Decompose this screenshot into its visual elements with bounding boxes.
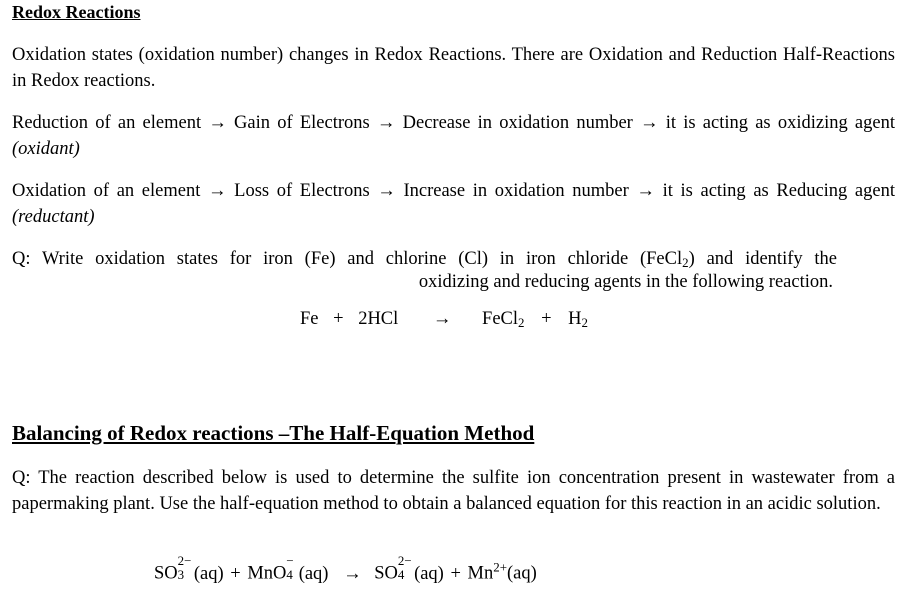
eq2-p1: SO <box>374 563 398 584</box>
eq1-product-h-sub: 2 <box>581 315 589 331</box>
eq2-r2: MnO <box>247 563 287 584</box>
question-line-2: oxidizing and reducing agents in the following reaction. <box>418 272 833 292</box>
eq2-r1-sub: 3 <box>177 567 185 583</box>
intro-paragraph: Oxidation states (oxidation number) changes in Redox Reactions. There are Oxidation and Reduction Half-Reactions in Redox reactions. <box>12 45 895 91</box>
eq2-p1-state: (aq) <box>414 563 444 584</box>
reduction-paragraph <box>12 110 895 162</box>
eq2-p1-sup: 2− <box>397 552 412 568</box>
equation-fe-hcl <box>300 309 588 330</box>
eq2-p2: Mn <box>467 563 494 584</box>
eq2-plus-2: + <box>450 563 461 584</box>
reduction-text: Reduction of an element → Gain of Electrons → Decrease in oxidation number → it is acting as oxidizing agent <box>12 113 895 133</box>
eq2-p2-state: (aq) <box>507 563 537 584</box>
question-text-a: Q: Write oxidation states for iron (Fe) and chlorine (Cl) in iron chloride (FeCl <box>12 249 683 269</box>
eq1-reactant-hcl: 2HCl <box>358 309 399 329</box>
section-title-half-equation: Balancing of Redox reactions –The Half-Equation Method <box>12 421 535 445</box>
eq2-r1-charges <box>177 552 192 583</box>
eq1-product-h: H <box>568 309 582 329</box>
eq2-r1-sup: 2− <box>177 552 192 568</box>
eq2-plus: + <box>230 563 241 584</box>
question-subscript: 2 <box>682 255 689 271</box>
section-title-redox: Redox Reactions <box>12 2 141 22</box>
oxidation-term: (reductant) <box>12 207 95 227</box>
eq2-r2-sup: − <box>286 552 294 568</box>
eq2-r2-charges <box>286 552 294 583</box>
eq2-arrow: → <box>343 563 362 584</box>
eq1-product-fecl-sub: 2 <box>518 315 525 331</box>
eq1-arrow: → <box>432 309 452 329</box>
eq2-r1-state: (aq) <box>193 563 224 584</box>
reduction-term: (oxidant) <box>12 139 80 159</box>
eq2-r2-sub: 4 <box>286 567 293 583</box>
question-text-b: ) and identify the <box>688 249 838 269</box>
eq2-r2-state: (aq) <box>298 563 329 584</box>
eq2-r1: SO <box>154 563 178 584</box>
eq1-plus-2: + <box>541 309 552 329</box>
eq1-reactant-fe: Fe <box>300 309 319 329</box>
eq2-p1-charges <box>397 552 412 583</box>
oxidation-paragraph <box>12 178 895 230</box>
oxidation-text: Oxidation of an element → Loss of Electrons → Increase in oxidation number → it is acting as Reducing agent <box>12 181 895 201</box>
eq2-p1-sub: 4 <box>397 567 405 583</box>
equation-sulfite-permanganate <box>154 552 537 585</box>
eq1-product-fecl: FeCl <box>482 309 519 329</box>
half-equation-question: Q: The reaction described below is used to determine the sulfite ion concentration present in wastewater from a papermaking plant. Use the half-equation method to obtain a balanced equation for this reaction in an acidic solution. <box>12 468 895 514</box>
eq2-p2-sup: 2+ <box>493 559 508 575</box>
eq1-plus: + <box>333 309 344 329</box>
